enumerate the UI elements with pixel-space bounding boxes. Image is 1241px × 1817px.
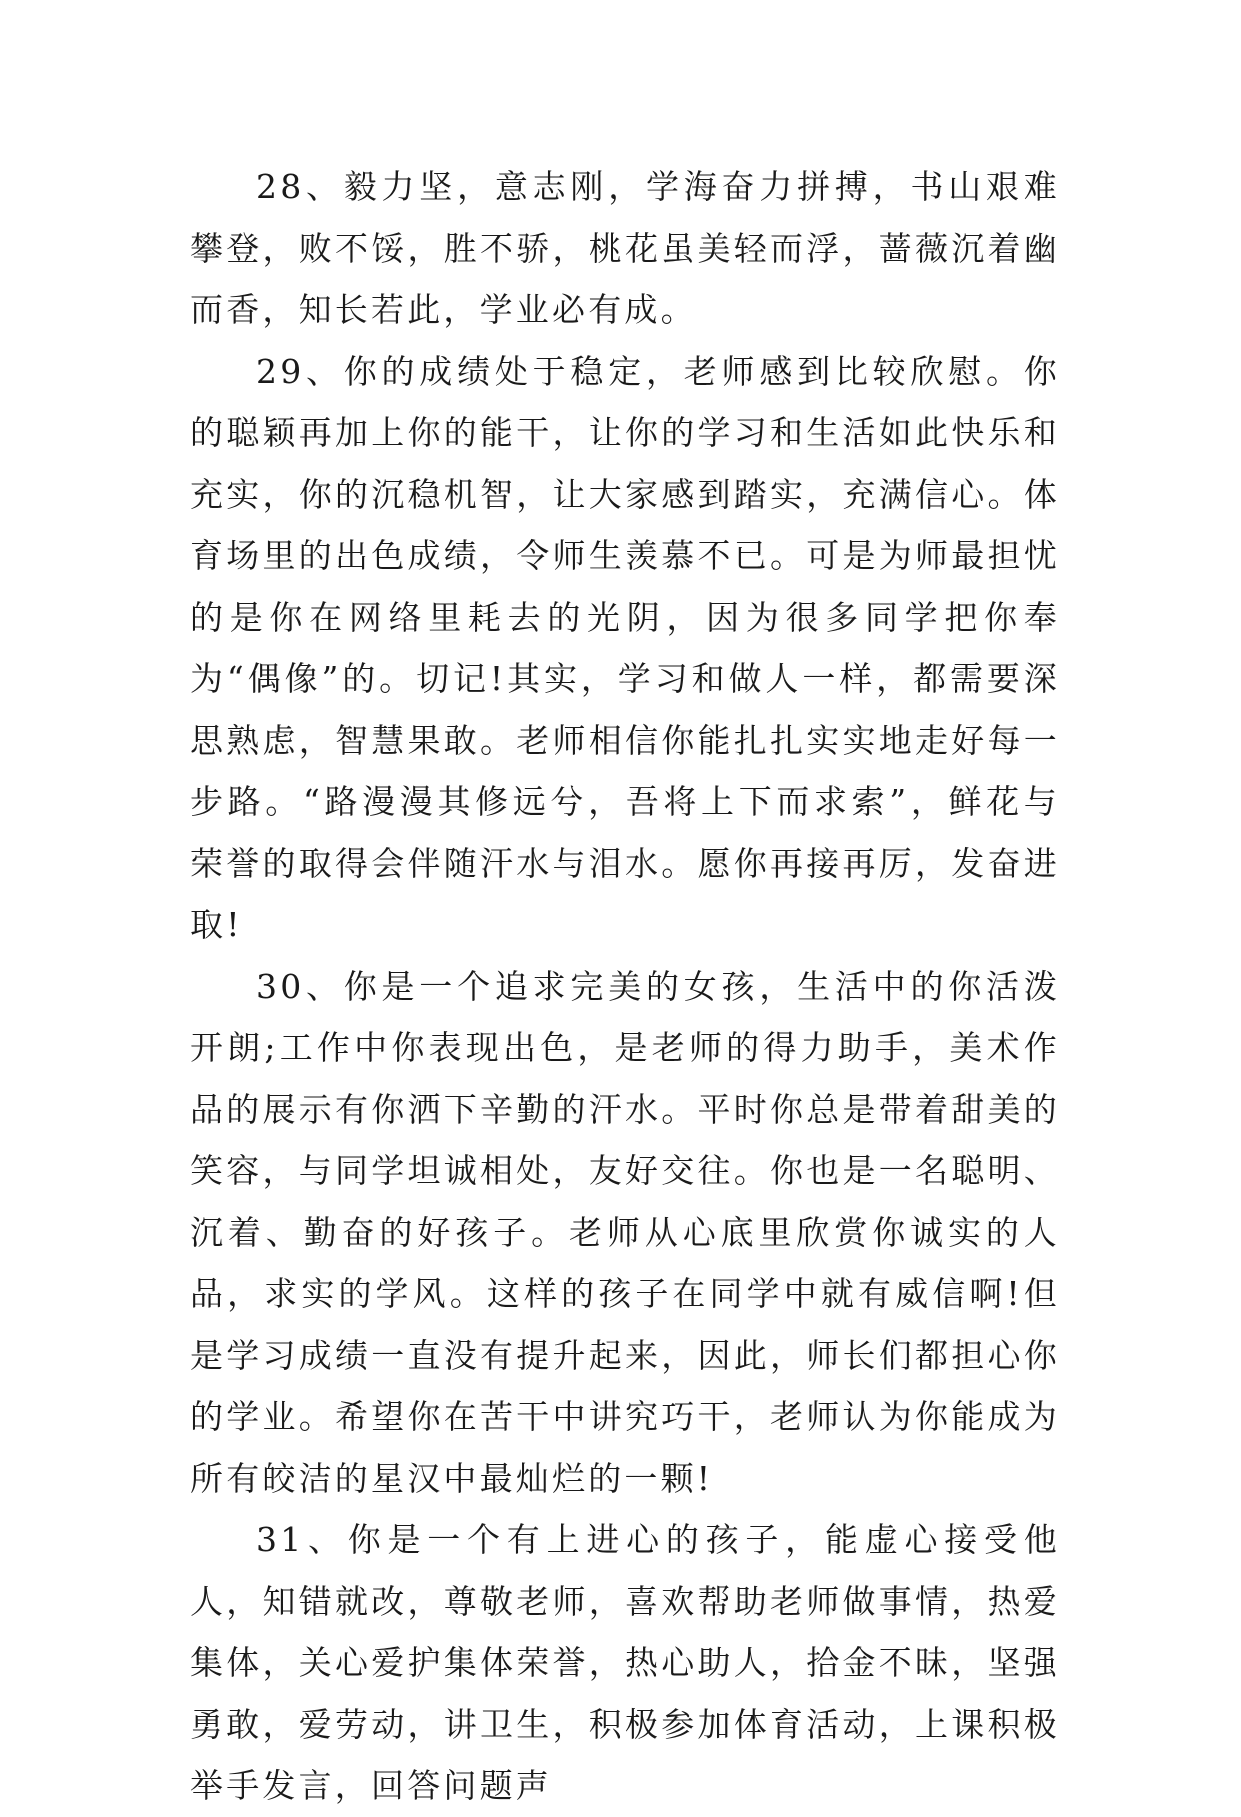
paragraph-31: 31、你是一个有上进心的孩子，能虚心接受他人，知错就改，尊敬老师，喜欢帮助老师做事情，热爱集体，关心爱护集体荣誉，热心助人，拾金不昧，坚强勇敢，爱劳动，讲卫生，积极参加体育活动，上课积极举手发言，回答问题声 bbox=[190, 1520, 1060, 1805]
paragraph-28: 28、毅力坚，意志刚，学海奋力拼搏，书山艰难攀登，败不馁，胜不骄，桃花虽美轻而浮，蔷薇沉着幽而香，知长若此，学业必有成。 bbox=[190, 167, 1060, 329]
paragraph-29: 29、你的成绩处于稳定，老师感到比较欣慰。你的聪颖再加上你的能干，让你的学习和生活如此快乐和充实，你的沉稳机智，让大家感到踏实，充满信心。体育场里的出色成绩，令师生羡慕不已。可是为师最担忧的是你在网络里耗去的光阴，因为很多同学把你奉为“偶像”的。切记!其实，学习和做人一样，都需要深思熟虑，智慧果敢。老师相信你能扎扎实实地走好每一步路。“路漫漫其修远兮，吾将上下而求索”，鲜花与荣誉的取得会伴随汗水与泪水。愿你再接再厉，发奋进取! bbox=[190, 351, 1060, 944]
document-body bbox=[190, 156, 1060, 1817]
paragraph-30: 30、你是一个追求完美的女孩，生活中的你活泼开朗;工作中你表现出色，是老师的得力助手，美术作品的展示有你洒下辛勤的汗水。平时你总是带着甜美的笑容，与同学坦诚相处，友好交往。你也是一名聪明、沉着、勤奋的好孩子。老师从心底里欣赏你诚实的人品，求实的学风。这样的孩子在同学中就有威信啊!但是学习成绩一直没有提升起来，因此，师长们都担心你的学业。希望你在苦干中讲究巧干，老师认为你能成为所有皎洁的星汉中最灿烂的一颗! bbox=[190, 966, 1060, 1498]
